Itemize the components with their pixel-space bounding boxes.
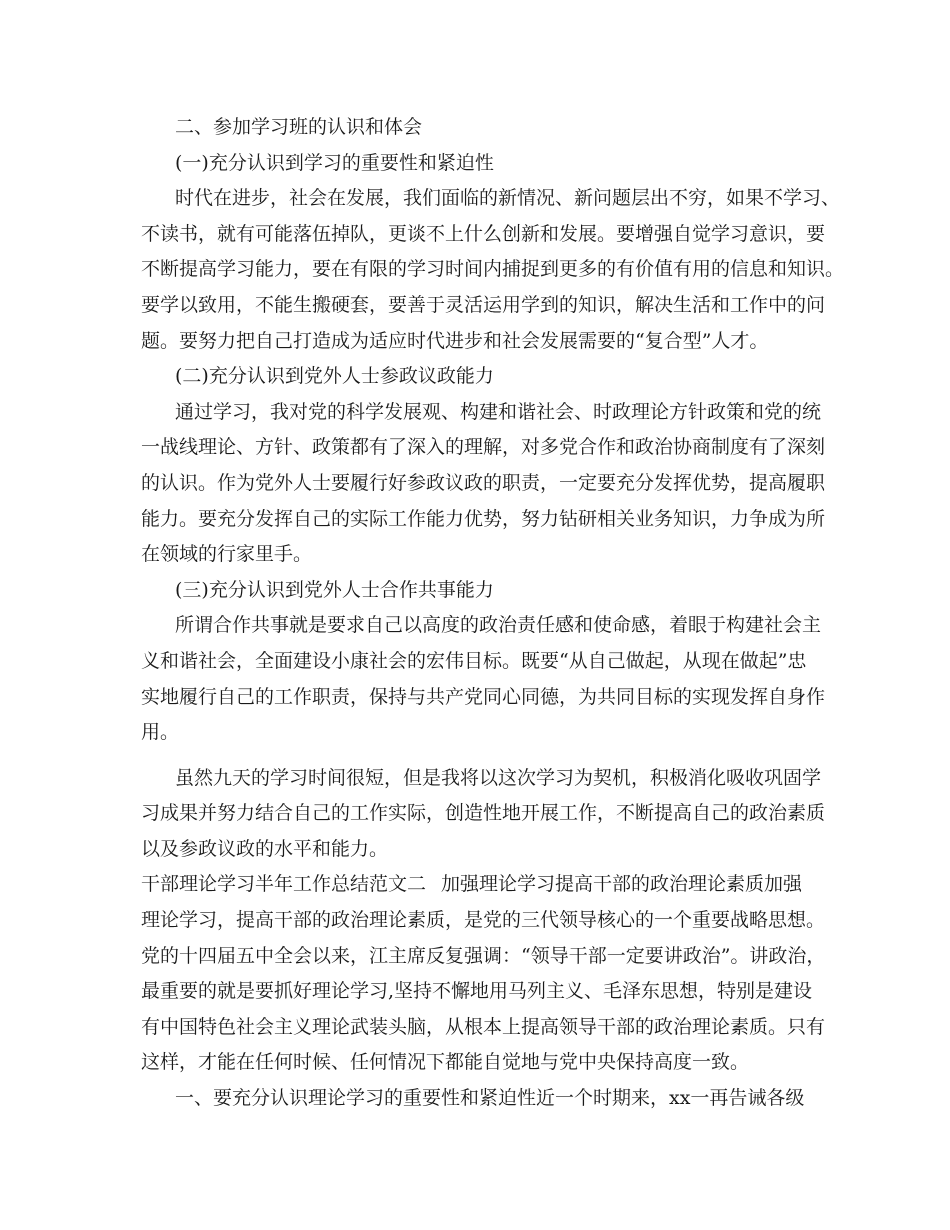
- paragraph-line: 一战线理论、方针、政策都有了深入的理解，对多党合作和政治协商制度有了深刻: [141, 436, 826, 459]
- subsection-heading: (二)充分认识到党外人士参政议政能力: [175, 365, 494, 388]
- paragraph-line: 通过学习，我对党的科学发展观、构建和谐社会、时政理论方针政策和党的统: [175, 400, 822, 423]
- paragraph-line: 的认识。作为党外人士要履行好参政议政的职责，一定要充分发挥优势，提高履职: [141, 471, 826, 494]
- paragraph-line: 以及参政议政的水平和能力。: [141, 837, 389, 860]
- paragraph-line: 义和谐社会，全面建设小康社会的宏伟目标。既要“从自己做起，从现在做起”忠: [141, 649, 807, 672]
- paragraph-line: 不读书，就有可能落伍掉队，更谈不上什么创新和发展。要增强自觉学习意识，要: [141, 222, 826, 245]
- paragraph-line: 题。要努力把自己打造成为适应时代进步和社会发展需要的“复合型”人才。: [141, 329, 769, 352]
- paragraph-line: 用。: [141, 721, 180, 744]
- paragraph-line: 这样，才能在任何时候、任何情况下都能自觉地与党中央保持高度一致。: [141, 1051, 750, 1074]
- paragraph-line: 最重要的就是要抓好理论学习,坚持不懈地用马列主义、毛泽东思想，特别是建设: [141, 980, 813, 1003]
- paragraph-line: 党的十四届五中全会以来，江主席反复强调：“领导干部一定要讲政治”。讲政治，: [141, 944, 826, 967]
- subsection-heading: (一)充分认识到学习的重要性和紧迫性: [175, 151, 494, 174]
- paragraph-line: 习成果并努力结合自己的工作实际，创造性地开展工作，不断提高自己的政治素质: [141, 802, 826, 825]
- paragraph-line: 所谓合作共事就是要求自己以高度的政治责任感和使命感，着眼于构建社会主: [175, 614, 822, 637]
- subsection-heading: (三)充分认识到党外人士合作共事能力: [175, 578, 494, 601]
- document-title-line: [141, 867, 825, 903]
- paragraph-line: 一、要充分认识理论学习的重要性和紧迫性近一个时期来，xx一再告诫各级: [175, 1087, 805, 1110]
- paragraph-line: 有中国特色社会主义理论武装头脑，从根本上提高领导干部的政治理论素质。只有: [141, 1015, 826, 1038]
- paragraph-line: 实地履行自己的工作职责，保持与共产党同心同德，为共同目标的实现发挥自身作: [141, 685, 826, 708]
- paragraph-line: 时代在进步，社会在发展，我们面临的新情况、新问题层出不穷，如果不学习、: [175, 187, 841, 210]
- paragraph-line: 要学以致用，不能生搬硬套，要善于灵活运用学到的知识，解决生活和工作中的问: [141, 293, 826, 316]
- document-page: [141, 110, 845, 1117]
- paragraph-line: 理论学习，提高干部的政治理论素质，是党的三代领导核心的一个重要战略思想。: [141, 909, 826, 932]
- paragraph-line: 在领域的行家里手。: [141, 543, 313, 566]
- section-heading: 二、参加学习班的认识和体会: [175, 116, 423, 138]
- paragraph-line: 加强理论学习提高干部的政治理论素质加强: [441, 873, 803, 896]
- paragraph-line: 不断提高学习能力，要在有限的学习时间内捕捉到更多的有价值有用的信息和知识。: [141, 258, 845, 281]
- paragraph-line: 能力。要充分发挥自己的实际工作能力优势，努力钻研相关业务知识，力争成为所: [141, 507, 826, 530]
- paragraph-line: 虽然九天的学习时间很短，但是我将以这次学习为契机，积极消化吸收巩固学: [175, 766, 822, 789]
- document-title: 干部理论学习半年工作总结范文二: [141, 873, 427, 896]
